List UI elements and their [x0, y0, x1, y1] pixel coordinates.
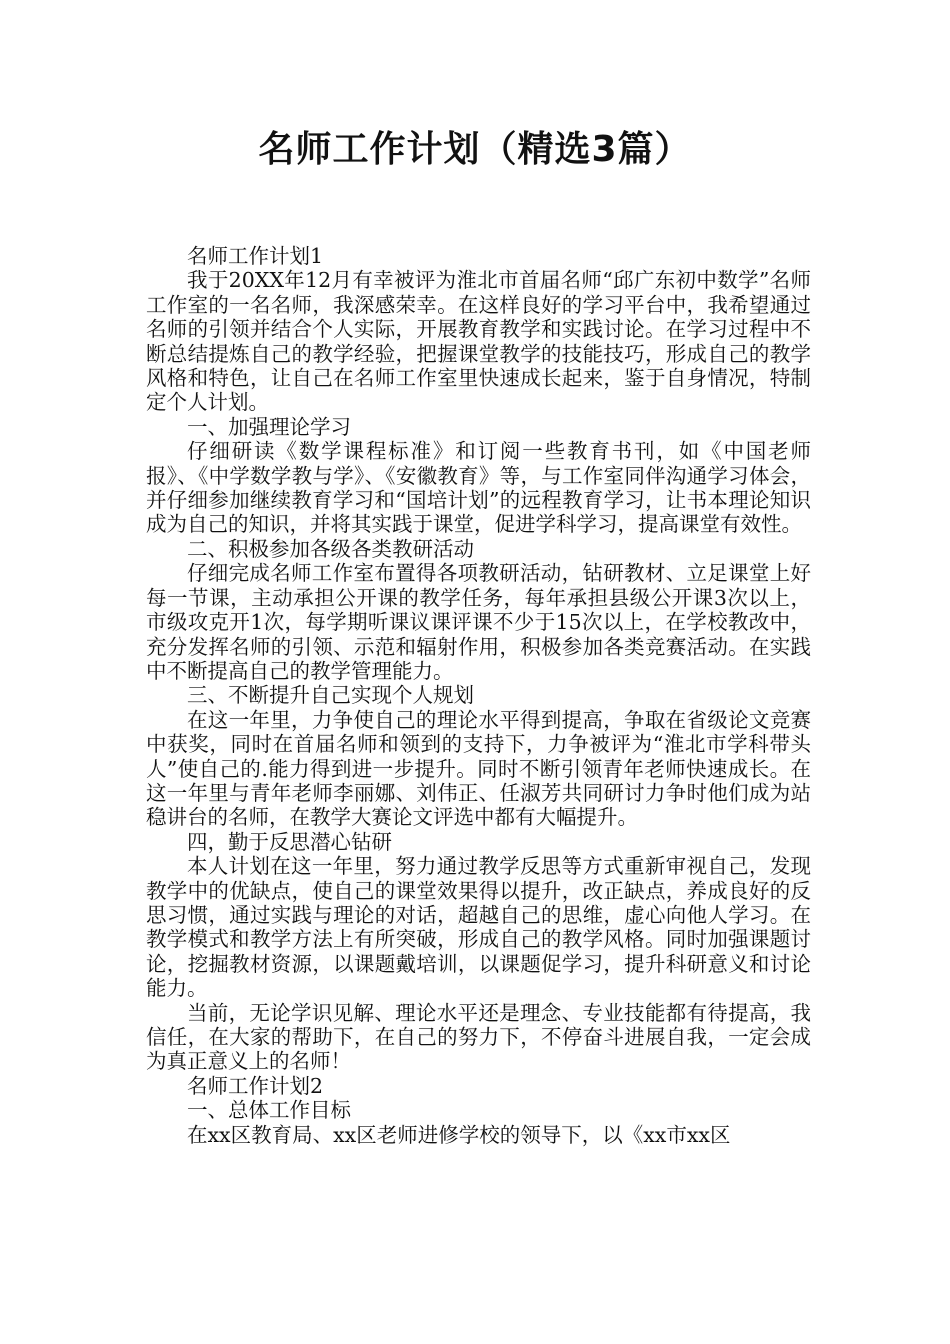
body-paragraph: 在这一年里，力争使自己的理论水平得到提高，争取在省级论文竞赛中获奖，同时在首届名师和领到的支持下，力争被评为“淮北市学科带头人”使自己的.能力得到进一步提升。同时不断引领青年老师快速成长。在这一年里与青年老师李丽娜、刘伟正、任淑芳共同研讨力争时他们成为站稳讲台的名师，在教学大赛论文评选中都有大幅提升。	[146, 707, 811, 830]
section-heading: 三、不断提升自己实现个人规划	[187, 683, 474, 708]
document-title: 名师工作计划（精选3篇）	[258, 129, 692, 170]
body-paragraph: 在xx区教育局、xx区老师进修学校的领导下，以《xx市xx区	[187, 1122, 731, 1147]
body-paragraph: 我于20XX年12月有幸被评为淮北市首届名师“邱广东初中数学”名师工作室的一名名师，我深感荣幸。在这样良好的学习平台中，我希望通过名师的引领并结合个人实际，开展教育教学和实践讨论。在学习过程中不断总结提炼自己的教学经验，把握课堂教学的技能技巧，形成自己的教学风格和特色，让自己在名师工作室里快速成长起来，鉴于自身情况，特制定个人计划。	[146, 268, 811, 415]
document-body	[146, 244, 811, 1147]
body-paragraph: 本人计划在这一年里，努力通过教学反思等方式重新审视自己，发现教学中的优缺点，使自己的课堂效果得以提升，改正缺点，养成良好的反思习惯，通过实践与理论的对话，超越自己的思维，虚心向他人学习。在教学模式和教学方法上有所突破，形成自己的教学风格。同时加强课题讨论，挖掘教材资源，以课题戴培训，以课题促学习，提升科研意义和讨论能力。	[146, 854, 811, 1001]
section-heading: 四，勤于反思潜心钻研	[187, 829, 392, 854]
section-heading: 一、加强理论学习	[187, 414, 351, 439]
body-paragraph: 仔细完成名师工作室布置得各项教研活动，钻研教材、立足课堂上好每一节课，主动承担公开课的教学任务，每年承担县级公开课3次以上，市级攻克开1次，每学期听课议课评课不少于15次以上，在学校教改中，充分发挥名师的引领、示范和辐射作用，积极参加各类竞赛活动。在实践中不断提高自己的教学管理能力。	[146, 561, 811, 683]
section-heading: 二、积极参加各级各类教研活动	[187, 536, 474, 561]
section-heading: 一、总体工作目标	[187, 1098, 351, 1123]
body-paragraph: 仔细研读《数学课程标准》和订阅一些教育书刊，如《中国老师报》、《中学数学教与学》、《安徽教育》等，与工作室同伴沟通学习体会，并仔细参加继续教育学习和“国培计划”的远程教育学习，让书本理论知识成为自己的知识，并将其实践于课堂，促进学科学习，提高课堂有效性。	[146, 439, 811, 537]
section-heading-plan-1: 名师工作计划1	[187, 244, 324, 268]
body-paragraph: 当前，无论学识见解、理论水平还是理念、专业技能都有待提高，我信任，在大家的帮助下，在自己的努力下，不停奋斗进展自我，一定会成为真正意义上的名师！	[146, 1000, 811, 1074]
section-heading-plan-2: 名师工作计划2	[187, 1073, 324, 1098]
